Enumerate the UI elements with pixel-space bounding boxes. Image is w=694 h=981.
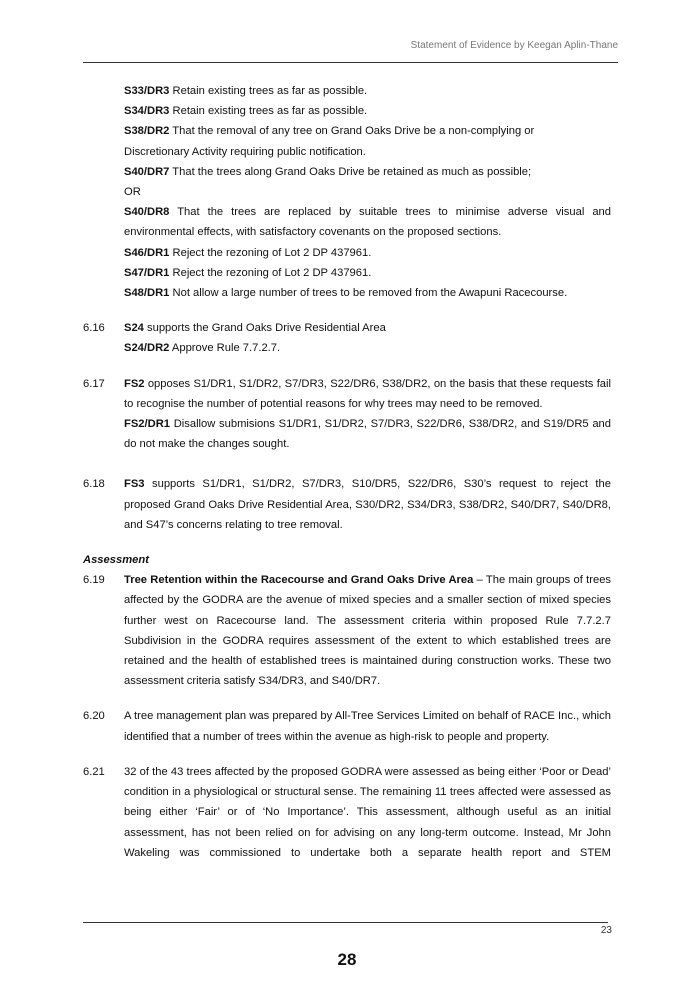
submission-text: Retain existing trees as far as possible. <box>169 85 368 97</box>
paragraph-text: A tree management plan was prepared by All-Tree Services Limited on behalf of RACE Inc., which identified that a number of trees within the avenue as high-risk to people and property. <box>124 710 611 743</box>
paragraph-6-19 <box>83 570 611 691</box>
paragraph-6-18 <box>83 474 611 535</box>
paragraph-text: opposes S1/DR1, S1/DR2, S7/DR3, S22/DR6, S38/DR2, on the basis that these requests fail to recognise the number of potential reasons for why trees may need to be removed. <box>124 377 611 410</box>
submission-text: Retain existing trees as far as possible. <box>169 105 368 118</box>
paragraph-number: 6.20 <box>83 710 105 723</box>
submission-code: S24/DR2 <box>124 342 170 355</box>
submission-code: FS2 <box>124 377 145 390</box>
paragraph-number: 6.21 <box>83 765 105 778</box>
paragraph-text: 32 of the 43 trees affected by the proposed GODRA were assessed as being either ‘Poor or Dead’ condition in a physiological or structural sense. The remaining 11 trees affected were assessed as being either ‘Fair’ or of ‘No Importance’. This assessment, although useful as an initial assessment, has not been relied on for advising on any long-term outcome. Instead, Mr John Wakeling was commissioned to undertake both a separate health report and STEM <box>124 765 611 859</box>
paragraph-number: 6.18 <box>83 478 105 491</box>
submission-code: S33/DR3 <box>124 85 170 97</box>
paragraph-6-17 <box>83 374 611 455</box>
submission-code: FS3 <box>124 478 145 491</box>
paragraph-6-16 <box>83 318 611 358</box>
paragraph-bold-lead: Tree Retention within the Racecourse and Grand Oaks Drive Area <box>124 574 474 587</box>
submission-code: FS2/DR1 <box>124 418 171 431</box>
paragraph-6-21 <box>83 762 611 863</box>
submission-item <box>124 101 611 121</box>
paragraph-6-20 <box>83 706 611 746</box>
submission-code: S34/DR3 <box>124 105 170 118</box>
paragraph-text: Disallow submisions S1/DR1, S1/DR2, S7/DR3, S22/DR6, S38/DR2, and S19/DR5 and do not make the changes sought. <box>124 418 611 451</box>
paragraph-text: Approve Rule 7.7.2.7. <box>169 342 281 355</box>
submission-item <box>124 81 611 101</box>
submission-text: Not allow a large number of trees to be removed from the Awapuni Racecourse. <box>169 287 568 300</box>
paragraph-number: 6.17 <box>83 377 105 390</box>
paragraph-number: 6.19 <box>83 574 105 587</box>
paragraph-text: supports the Grand Oaks Drive Residential Area <box>143 322 386 335</box>
submission-item <box>124 162 611 182</box>
submission-item <box>124 263 611 283</box>
submission-code: S46/DR1 <box>124 246 170 259</box>
paragraph-number: 6.16 <box>83 322 105 335</box>
submission-item <box>124 121 611 141</box>
document-header: Statement of Evidence by Keegan Aplin-Thane <box>410 40 618 51</box>
submission-code: S40/DR7 <box>124 165 170 178</box>
submission-item <box>124 283 611 303</box>
submission-text: Discretionary Activity requiring public notification. <box>124 145 366 158</box>
paragraph-text: – The main groups of trees affected by the GODRA are the avenue of mixed species and a smaller section of mixed species further west on Racecourse land. The assessment criteria within proposed Rule 7.7.2.7 Subdivision in the GODRA requires assessment of the extent to which established trees are retained and the health of established trees is maintained during construction works. These two assessment criteria satisfy S34/DR3, and S40/DR7. <box>124 574 612 688</box>
submission-list <box>83 81 611 303</box>
submission-item <box>124 182 611 202</box>
footer-rule <box>83 922 608 923</box>
submission-code: S40/DR8 <box>124 206 170 219</box>
folio-number: 28 <box>337 950 357 969</box>
submission-item <box>124 202 611 242</box>
submission-code: S47/DR1 <box>124 266 170 279</box>
submission-text: OR <box>124 186 141 199</box>
submission-item <box>124 142 611 162</box>
section-heading: Assessment <box>83 554 149 567</box>
header-rule <box>83 62 618 63</box>
page-body <box>83 81 611 863</box>
submission-text: That the trees along Grand Oaks Drive be retained as much as possible; <box>169 165 532 178</box>
submission-item <box>124 243 611 263</box>
submission-text: That the removal of any tree on Grand Oaks Drive be a non-complying or <box>169 125 535 138</box>
submission-code: S24 <box>124 322 144 335</box>
submission-text: That the trees are replaced by suitable trees to minimise adverse visual and environmental effects, with satisfactory covenants on the proposed sections. <box>124 206 611 239</box>
submission-code: S48/DR1 <box>124 287 170 300</box>
page-number: 23 <box>600 925 612 936</box>
paragraph-text: supports S1/DR1, S1/DR2, S7/DR3, S10/DR5, S22/DR6, S30’s request to reject the proposed Grand Oaks Drive Residential Area, S30/DR2, S34/DR3, S38/DR2, S40/DR7, S40/DR8, and S47’s concerns relating to tree removal. <box>124 478 611 531</box>
submission-text: Reject the rezoning of Lot 2 DP 437961. <box>169 246 372 259</box>
submission-text: Reject the rezoning of Lot 2 DP 437961. <box>169 266 372 279</box>
submission-code: S38/DR2 <box>124 125 170 138</box>
